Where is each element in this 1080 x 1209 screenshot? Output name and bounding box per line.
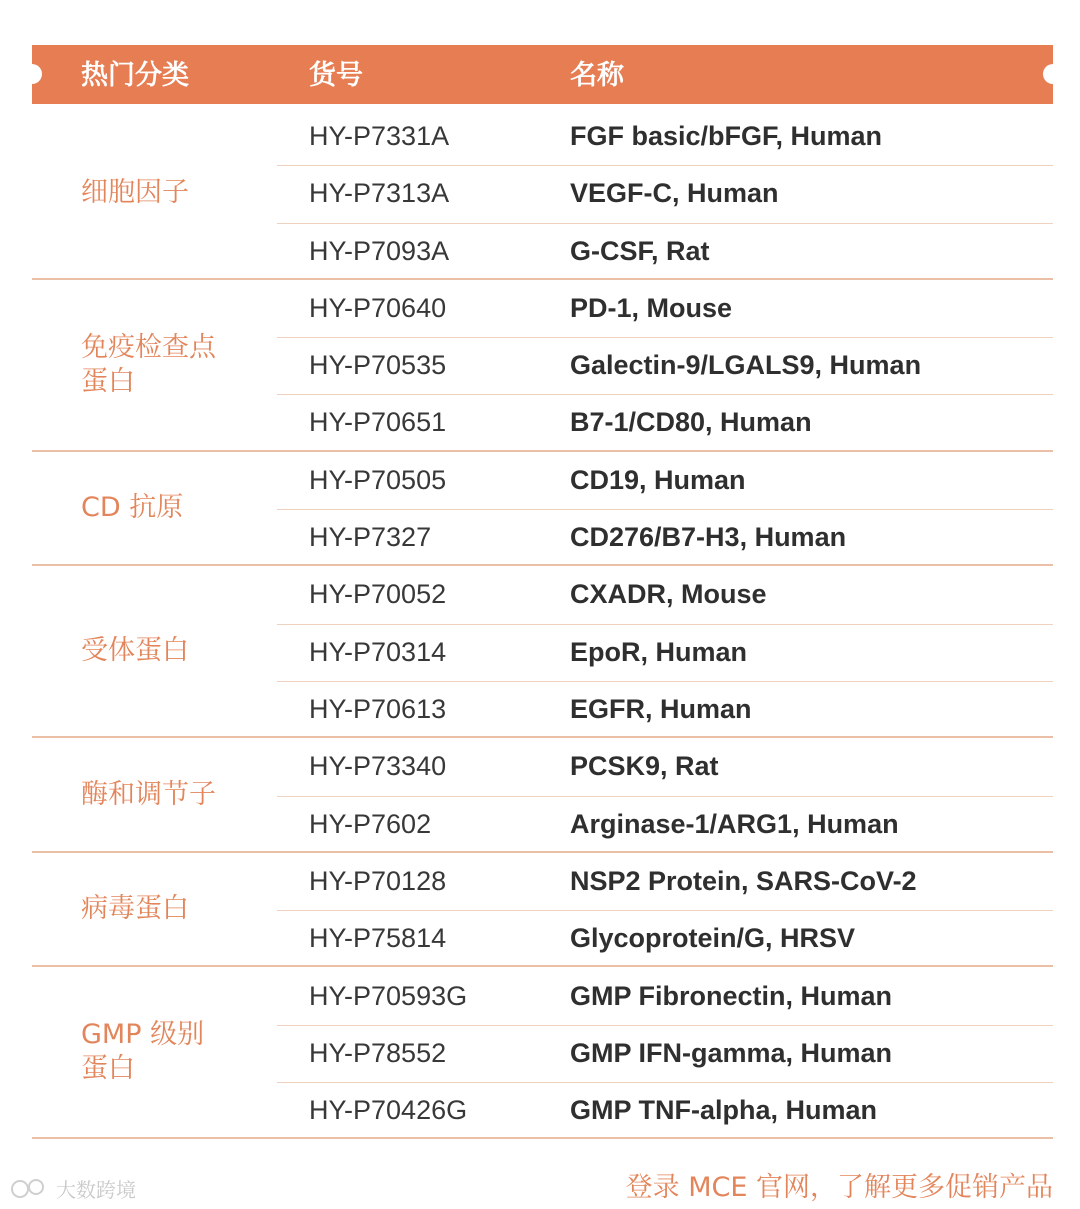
product-code: HY-P78552 bbox=[309, 1037, 447, 1068]
category-label: CD 抗原 bbox=[81, 492, 184, 524]
table-header bbox=[32, 45, 1053, 104]
table-row bbox=[277, 796, 1053, 853]
product-name: B7-1/CD80, Human bbox=[570, 407, 812, 438]
product-code: HY-P70651 bbox=[309, 407, 447, 438]
product-code: HY-P73340 bbox=[309, 751, 447, 782]
watermark bbox=[10, 1174, 136, 1203]
product-name: CD19, Human bbox=[570, 464, 746, 495]
category-group bbox=[32, 853, 1053, 968]
product-name: GMP Fibronectin, Human bbox=[570, 980, 893, 1011]
header-name: 名称 bbox=[570, 60, 624, 91]
product-name: PD-1, Mouse bbox=[570, 292, 733, 323]
table-row bbox=[277, 165, 1053, 223]
table-row bbox=[277, 452, 1053, 510]
table-row bbox=[277, 509, 1053, 566]
product-code: HY-P70613 bbox=[309, 693, 447, 724]
product-code: HY-P7602 bbox=[309, 808, 432, 839]
table-row bbox=[277, 681, 1053, 738]
product-name: GMP IFN-gamma, Human bbox=[570, 1037, 893, 1068]
category-group bbox=[32, 738, 1053, 853]
table-row bbox=[277, 738, 1053, 796]
watermark-logo-icon bbox=[10, 1177, 50, 1201]
product-code: HY-P70640 bbox=[309, 292, 447, 323]
table-row bbox=[277, 910, 1053, 967]
category-label: 酶和调节子 bbox=[81, 778, 216, 810]
product-code: HY-P7093A bbox=[309, 235, 450, 266]
table-row bbox=[277, 624, 1053, 682]
footer-promo[interactable]: 登录 MCE 官网，了解更多促销产品 bbox=[625, 1172, 1053, 1203]
product-code: HY-P7331A bbox=[309, 121, 450, 151]
product-name: Arginase-1/ARG1, Human bbox=[570, 808, 899, 839]
category-label: GMP 级别 蛋白 bbox=[81, 1019, 205, 1085]
product-name: PCSK9, Rat bbox=[570, 751, 719, 782]
table-row bbox=[277, 853, 1053, 911]
product-name: Galectin-9/LGALS9, Human bbox=[570, 350, 922, 381]
product-code: HY-P70426G bbox=[309, 1095, 468, 1126]
product-name: CD276/B7-H3, Human bbox=[570, 522, 847, 553]
product-name: GMP TNF-alpha, Human bbox=[570, 1095, 878, 1126]
product-code: HY-P70593G bbox=[309, 980, 468, 1011]
table-row bbox=[277, 1082, 1053, 1139]
header-category: 热门分类 bbox=[81, 60, 189, 91]
product-name: EGFR, Human bbox=[570, 693, 752, 724]
category-label: 细胞因子 bbox=[81, 176, 189, 208]
product-name: FGF basic/bFGF, Human bbox=[570, 121, 883, 151]
header-code: 货号 bbox=[309, 60, 363, 91]
table-row bbox=[277, 566, 1053, 624]
watermark-text: 大数跨境 bbox=[56, 1178, 136, 1202]
product-name: EpoR, Human bbox=[570, 636, 748, 667]
category-label: 病毒蛋白 bbox=[81, 893, 189, 925]
table-row bbox=[277, 223, 1053, 280]
product-name: G-CSF, Rat bbox=[570, 235, 710, 266]
table-row bbox=[277, 337, 1053, 395]
product-code: HY-P7327 bbox=[309, 522, 432, 553]
product-name: Glycoprotein/G, HRSV bbox=[570, 923, 856, 954]
product-code: HY-P70314 bbox=[309, 636, 447, 667]
header-notch-left bbox=[22, 64, 42, 84]
category-group bbox=[32, 280, 1053, 452]
table-row bbox=[277, 394, 1053, 451]
category-group bbox=[32, 452, 1053, 567]
category-label: 免疫检查点 蛋白 bbox=[81, 331, 216, 397]
table-row bbox=[277, 1025, 1053, 1083]
product-code: HY-P70535 bbox=[309, 350, 447, 381]
category-label: 受体蛋白 bbox=[81, 635, 189, 667]
header-notch-right bbox=[1043, 64, 1063, 84]
table-row bbox=[277, 968, 1053, 1026]
table-row bbox=[277, 108, 1053, 166]
category-group bbox=[32, 968, 1053, 1140]
product-code: HY-P70505 bbox=[309, 464, 447, 495]
product-name: VEGF-C, Human bbox=[570, 178, 779, 209]
product-code: HY-P7313A bbox=[309, 178, 450, 209]
product-code: HY-P70052 bbox=[309, 579, 447, 610]
product-code: HY-P75814 bbox=[309, 923, 447, 954]
table-row bbox=[277, 280, 1053, 338]
category-group bbox=[32, 566, 1053, 738]
category-group bbox=[32, 108, 1053, 280]
product-name: CXADR, Mouse bbox=[570, 579, 767, 610]
product-code: HY-P70128 bbox=[309, 865, 447, 896]
product-name: NSP2 Protein, SARS-CoV-2 bbox=[570, 865, 917, 896]
